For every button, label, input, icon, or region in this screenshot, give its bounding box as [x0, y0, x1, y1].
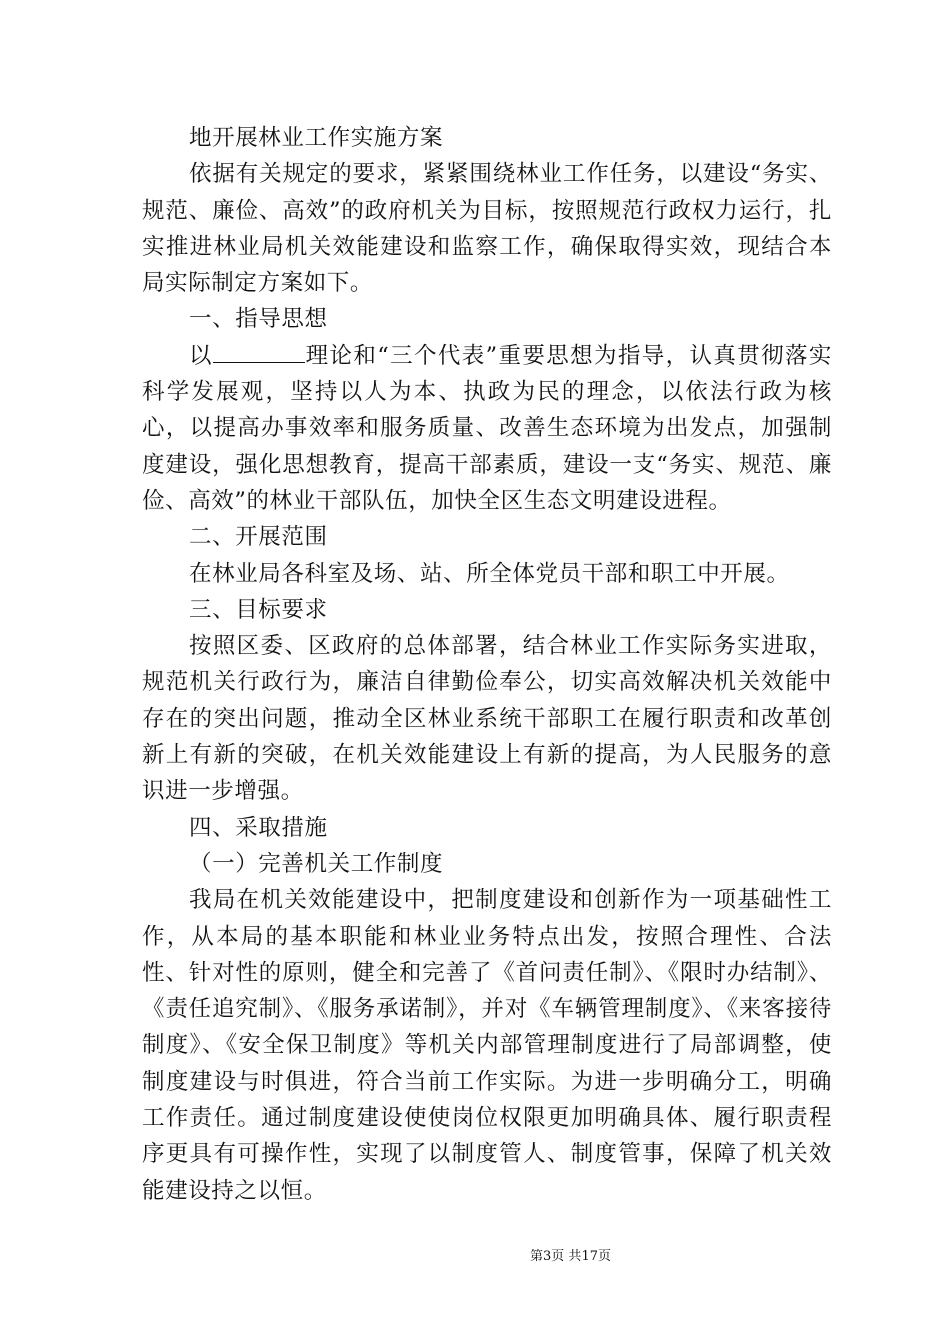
footer-suffix: 页	[597, 1249, 611, 1264]
footer-current-page: 3	[543, 1249, 552, 1264]
section-heading-goals: 三、目标要求	[189, 596, 328, 623]
guiding-ideology-lead: 以	[189, 342, 213, 369]
section-heading-guiding-ideology: 一、指导思想	[189, 306, 328, 333]
footer-prefix: 第	[530, 1249, 544, 1264]
blank-underline	[213, 342, 305, 363]
document-body	[142, 120, 832, 1209]
guiding-ideology-text: 理论和“三个代表”重要思想为指导，认真贯彻落实科学发展观，坚持以人为本、执政为民的理念，以依法行政为核心，以提高办事效率和服务质量、改善生态环境为出发点，加强制度建设，强化思想教育，提高干部素质，建设一支“务实、规范、廉俭、高效”的林业干部队伍，加快全区生态文明建设进程。	[142, 342, 832, 514]
footer-total-pages: 17	[581, 1249, 598, 1264]
guiding-ideology-paragraph	[142, 338, 832, 519]
subsection-heading-rules: （一）完善机关工作制度	[189, 850, 444, 877]
rules-paragraph: 我局在机关效能建设中，把制度建设和创新作为一项基础性工作，从本局的基本职能和林业业务特点出发，按照合理性、合法性、针对性的原则，健全和完善了《首问责任制》、《限时办结制》、《责任追究制》、《服务承诺制》，并对《车辆管理制度》、《来客接待制度》、《安全保卫制度》等机关内部管理制度进行了局部调整，使制度建设与时俱进，符合当前工作实际。为进一步明确分工，明确工作责任。通过制度建设使使岗位权限更加明确具体、履行职责程序更具有可操作性，实现了以制度管人、制度管事，保障了机关效能建设持之以恒。	[142, 887, 832, 1204]
page-footer	[0, 1245, 950, 1264]
footer-middle: 页 共	[551, 1249, 582, 1264]
goals-paragraph: 按照区委、区政府的总体部署，结合林业工作实际务实进取，规范机关行政行为，廉洁自律勤俭奉公，切实高效解决机关效能中存在的突出问题，推动全区林业系统干部职工在履行职责和改革创新上有新的突破，在机关效能建设上有新的提高，为人民服务的意识进一步增强。	[142, 633, 832, 805]
intro-paragraph: 依据有关规定的要求，紧紧围绕林业工作任务，以建设“务实、规范、廉俭、高效”的政府机关为目标，按照规范行政权力运行，扎实推进林业局机关效能建设和监察工作，确保取得实效，现结合本局实际制定方案如下。	[142, 161, 832, 297]
scope-paragraph: 在林业局各科室及场、站、所全体党员干部和职工中开展。	[189, 560, 790, 587]
section-heading-measures: 四、采取措施	[189, 814, 328, 841]
document-title-line: 地开展林业工作实施方案	[189, 125, 444, 151]
section-heading-scope: 二、开展范围	[189, 524, 328, 551]
